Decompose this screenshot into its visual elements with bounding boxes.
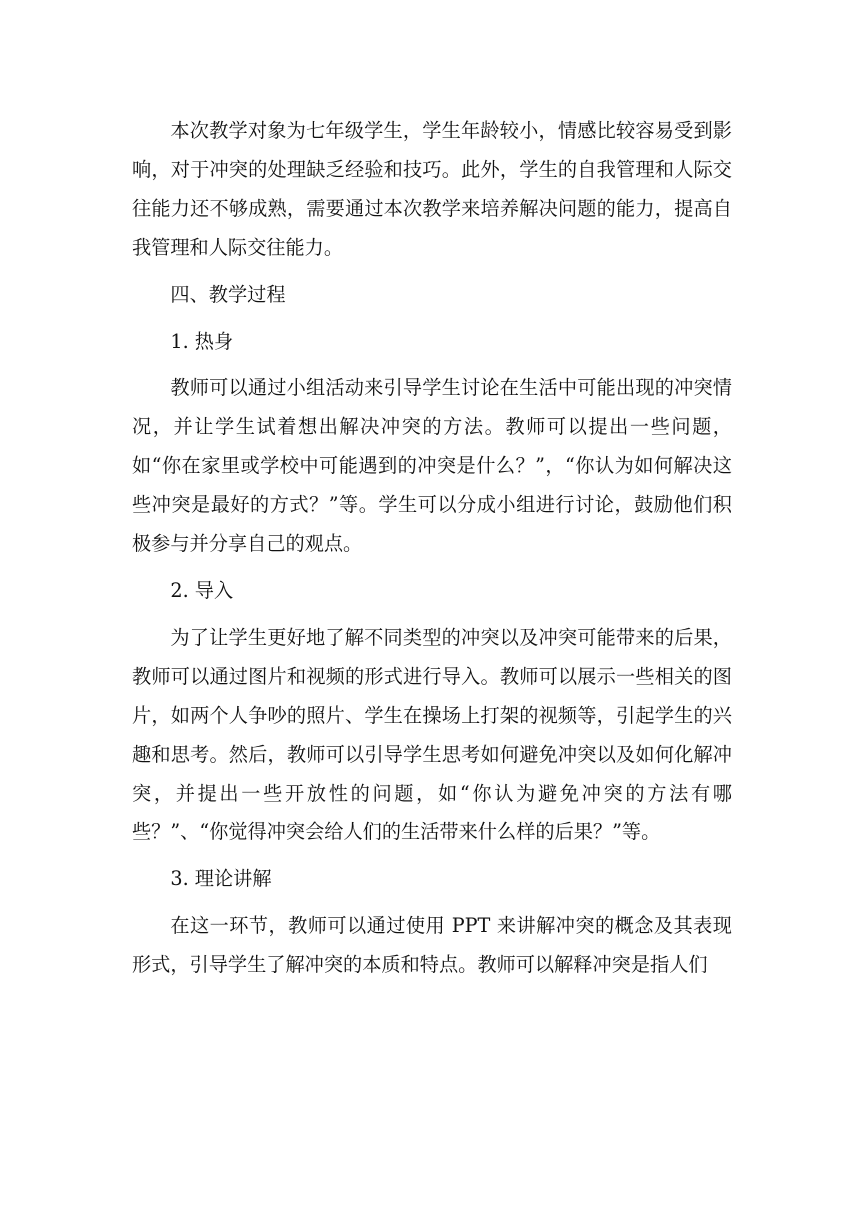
paragraph-spacer: [132, 315, 732, 323]
paragraph-spacer: [132, 899, 732, 907]
paragraph-spacer: [132, 268, 732, 276]
section-heading-teaching-process: 四、教学过程: [170, 282, 286, 306]
paragraph-introduction: 为了让学生更好地了解不同类型的冲突以及冲突可能带来的后果，教师可以通过图片和视频的形式进行导入。教师可以展示一些相关的图片，如两个人争吵的照片、学生在操场上打架的视频等，引起学生的兴趣和思考。然后，教师可以引导学生思考如何避免冲突以及如何化解冲突，并提出一些开放性的问题，如“你认为避免冲突的方法有哪些？”、“你觉得冲突会给人们的生活带来什么样的后果？”等。: [132, 625, 732, 844]
subheading-warm-up: 1. 热身: [170, 329, 234, 353]
paragraph-theory-explanation: 在这一环节，教师可以通过使用 PPT 来讲解冲突的概念及其表现形式，引导学生了解冲突的本质和特点。教师可以解释冲突是指人们: [132, 914, 732, 977]
paragraph-spacer: [132, 361, 732, 369]
paragraph-spacer: [132, 852, 732, 860]
paragraph-student-analysis: 本次教学对象为七年级学生，学生年龄较小，情感比较容易受到影响，对于冲突的处理缺乏经验和技巧。此外，学生的自我管理和人际交往能力还不够成熟，需要通过本次教学来培养解决问题的能力，提高自我管理和人际交往能力。: [132, 119, 732, 259]
subheading-theory-explanation: 3. 理论讲解: [170, 867, 272, 891]
paragraph-spacer: [132, 564, 732, 572]
document-body: [132, 112, 732, 985]
subheading-introduction: 2. 导入: [170, 578, 234, 602]
paragraph-spacer: [132, 611, 732, 619]
paragraph-warm-up: 教师可以通过小组活动来引导学生讨论在生活中可能出现的冲突情况，并让学生试着想出解决冲突的方法。教师可以提出一些问题，如“你在家里或学校中可能遇到的冲突是什么？”，“你认为如何解决这些冲突是最好的方式？”等。学生可以分成小组进行讨论，鼓励他们积极参与并分享自己的观点。: [132, 376, 732, 556]
